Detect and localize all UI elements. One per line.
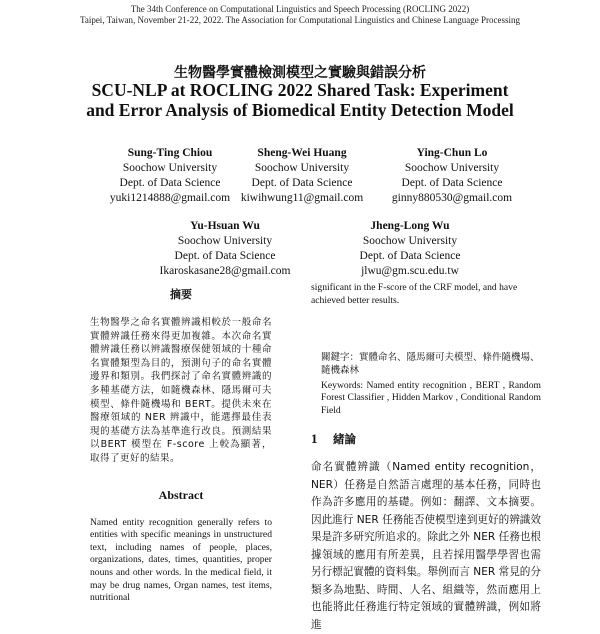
- abstract-zh-body: 生物醫學之命名實體辨識相較於一般命名實體辨識任務來得更加複雜。本次命名實體辨識任務以辨識醫療保健領域的十種命名實體類型為目的，預測句子的命名實體邊界和類別。我們探討了命名實體辨識的多種基礎方法，如隨機森林、隱馬爾可夫模型、條件隨機場和 BERT。提供未來在醫療領域的 NER 辨識中，能選擇最佳表現的基礎方法為基準進行改良。預測結果以BERT 模型在 F-score 上較為顯著，取得了更好的結果。: [90, 317, 272, 464]
- section-1-heading: [311, 431, 541, 447]
- author-affiliation: Soochow University: [122, 162, 218, 174]
- abstract-continuation: significant in the F-score of the CRF model, and have achieved better results.: [311, 282, 518, 306]
- title-chinese: 生物醫學實體檢測模型之實驗與錯誤分析: [174, 65, 426, 81]
- author-name: Sheng-Wei Huang: [257, 147, 347, 159]
- author-block: [222, 146, 382, 206]
- author-department: Dept. of Data Science: [401, 177, 503, 189]
- section-title: 緒論: [333, 432, 356, 447]
- section-1-body: 命名實體辨識（Named entity recognition，NER）任務是自然語言處理的基本任務，同時也作為許多應用的基礎。例如：翻譯、文本摘要。因此進行 NER 任務能否使模型達到更好的辨識效果是許多研究所追求的。除此之外 NER 任務也根據領域的應用有所差異，且若採用醫學學習也需另行標記實體的資料集。舉例而言 NER 常見的分類多為地點、時間、人名、組織等，然而應用上也能將此任務進行特定領域的實體辨識，例如將進: [311, 461, 541, 631]
- author-block: [325, 219, 495, 279]
- author-name: Sung-Ting Chiou: [127, 147, 213, 159]
- author-block: [372, 146, 532, 206]
- author-department: Dept. of Data Science: [251, 177, 353, 189]
- author-email: ginny880530@gmail.com: [391, 192, 513, 204]
- author-department: Dept. of Data Science: [174, 250, 276, 262]
- author-name: Jheng-Long Wu: [370, 220, 450, 232]
- author-name: Yu-Hsuan Wu: [190, 220, 260, 232]
- keywords-en: Keywords: Named entity recognition , BERT , Random Forest Classifier , Hidden Markov , Conditional Random Field: [321, 379, 541, 416]
- conference-header-line-1: The 34th Conference on Computational Linguistics and Speech Processing (ROCLING 2022): [130, 4, 470, 14]
- author-department: Dept. of Data Science: [119, 177, 221, 189]
- right-column: [311, 282, 541, 634]
- author-block: [140, 219, 310, 279]
- author-affiliation: Soochow University: [254, 162, 350, 174]
- author-department: Dept. of Data Science: [359, 250, 461, 262]
- author-email: jlwu@gm.scu.edu.tw: [361, 265, 459, 277]
- author-email: kiwihwung11@gmail.com: [240, 192, 364, 204]
- author-name: Ying-Chun Lo: [416, 147, 488, 159]
- author-email: Ikaroskasane28@gmail.com: [159, 265, 291, 277]
- author-email: yuki1214888@gmail.com: [109, 192, 231, 204]
- abstract-en-body: Named entity recognition generally refers to entities with specific meanings in unstructured text, including names of people, places, organizations, dates, times, quantities, proper nouns and other words. In the medical field, it may be drug names, Organ names, test items, nutritional: [90, 516, 272, 604]
- author-affiliation: Soochow University: [177, 235, 273, 247]
- conference-header-line-2: Taipei, Taiwan, November 21-22, 2022. The Association for Computational Linguistics and Chinese Language Processing: [79, 15, 521, 25]
- author-affiliation: Soochow University: [362, 235, 458, 247]
- title-english-line-2: and Error Analysis of Biomedical Entity Detection Model: [86, 100, 514, 120]
- title-english-line-1: SCU-NLP at ROCLING 2022 Shared Task: Experiment: [91, 80, 509, 100]
- left-column: [90, 286, 272, 605]
- section-number: 1: [311, 431, 318, 447]
- abstract-zh-heading: 摘要: [170, 288, 192, 301]
- abstract-en-heading: Abstract: [158, 487, 204, 502]
- keywords-zh: 關鍵字：實體命名、隱馬爾可夫模型、條件隨機場、隨機森林: [321, 352, 540, 377]
- author-affiliation: Soochow University: [404, 162, 500, 174]
